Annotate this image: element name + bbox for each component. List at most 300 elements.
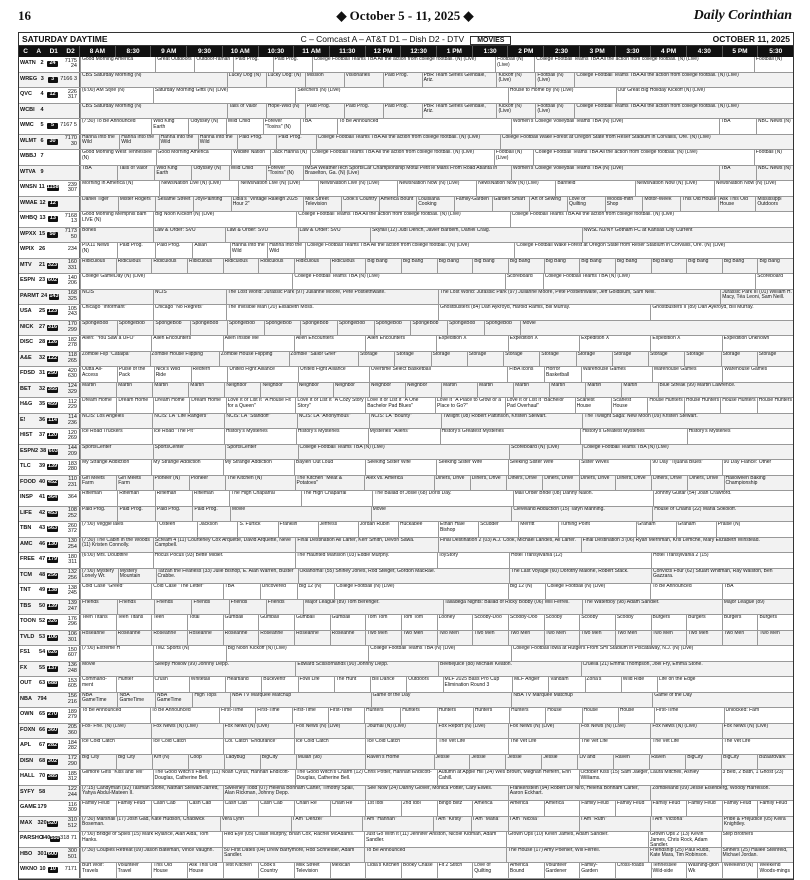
channel-info — [19, 73, 80, 88]
program-cell: Teen — [151, 615, 187, 630]
satellite-numbers: 112 229 — [67, 398, 77, 411]
program-cell: Roseanne — [258, 631, 294, 646]
program-cell: Neighbor — [297, 383, 333, 398]
program-cell: Sweeney Todd (07) Helena Bonham Carter, Timothy Spall, Alan Rickman, Johnny Depp. — [223, 786, 366, 801]
att-number: 30 — [47, 139, 57, 145]
program-lineup — [80, 336, 793, 351]
comcast-number: 3 — [40, 75, 44, 82]
program-cell: Game of the Day — [652, 693, 793, 708]
satellite-numbers: 106 301 — [67, 631, 77, 643]
program-cell: Law & Order: SVU — [153, 228, 226, 243]
program-cell: First-Time — [219, 708, 255, 723]
program-cell: Roseanne — [187, 631, 223, 646]
satellite-numbers: 180 311 — [67, 553, 77, 566]
program-cell: Big Bang — [508, 259, 544, 274]
program-cell: Step Brothers — [721, 832, 794, 847]
program-cell: Gumball — [258, 615, 294, 630]
program-cell: Warehouse Games — [652, 367, 723, 382]
satellite-numbers: 138 245 — [67, 584, 77, 597]
program-cell: Alien: "You Saw a UFO" — [80, 336, 151, 351]
program-cell: NBA TV Marquee Matchup — [230, 693, 371, 708]
time-slot: 1:30 — [472, 46, 508, 57]
program-cell: MLF 2025 Bass Pro Cup Elimination Round 3 — [443, 677, 513, 692]
program-cell: Storage — [539, 352, 575, 367]
program-cell: Big 12 (N) — [508, 584, 545, 599]
comcast-number: 40 — [39, 478, 46, 485]
provider-legend-text: C – Comcast A – AT&T D1 – Dish D2 - DTV — [300, 34, 465, 44]
att-number: 603 — [48, 447, 58, 454]
program-cell: Command-ment — [80, 677, 116, 692]
program-cell: Dream Home — [80, 398, 116, 413]
channel-row — [19, 584, 793, 600]
program-cell: Ridiculous — [294, 259, 330, 274]
program-cell: Fox News (N) (Live) — [722, 724, 793, 739]
program-cell: Woods-mith Shop — [605, 197, 643, 212]
program-cell: Seeking Sister Wife — [436, 460, 507, 475]
program-cell: The Kitchen "Meat & Potatoes" — [295, 476, 365, 491]
program-cell: Martin — [621, 383, 657, 398]
time-slot: 3 PM — [579, 46, 615, 57]
channel-info — [19, 786, 80, 801]
program-cell: Forever "Toxins" (N) — [266, 166, 303, 181]
channel-info — [19, 367, 80, 382]
channel-name: TOON — [20, 618, 36, 625]
program-cell: The Lost World: Jurassic Park (97) Julianne Moore, Pete Postlethwaite, Jeff Goldblum, Sam Neill. — [438, 290, 720, 305]
program-cell: Hocus Pocus (93) Bette Midler. — [153, 553, 295, 568]
program-cell: The Waterboy (98) Adam Sandler. — [582, 600, 722, 615]
program-cell: I Am "Nicola" — [508, 817, 579, 832]
satellite-numbers: 170 299 — [67, 321, 77, 333]
program-cell: Zombie "Sailor Grief" — [289, 352, 359, 367]
program-cell: Jessie — [469, 755, 505, 770]
program-cell: Wild Ride — [621, 677, 657, 692]
program-cell: Roseanne — [294, 631, 330, 646]
channel-row — [19, 708, 793, 724]
program-cell: Big Noon Kickoff (N) (Live) — [153, 212, 296, 227]
channel-row — [19, 414, 793, 430]
program-lineup — [80, 755, 793, 770]
program-lineup — [80, 662, 793, 677]
program-cell: TMZ Sports (N) — [153, 646, 226, 661]
channel-row — [19, 119, 793, 135]
program-cell: TBA — [223, 584, 260, 599]
program-cell: Alien Encounters — [294, 336, 365, 351]
program-cell: My Strange Addiction — [151, 460, 222, 475]
att-number: 326 — [47, 618, 58, 625]
channel-row — [19, 383, 793, 399]
program-cell: Mississippi Outdoors — [755, 197, 793, 212]
program-cell: MLF Angler — [512, 677, 548, 692]
program-cell: SpongeBob — [117, 321, 154, 336]
program-cell: Jurassic Park III (01) William H. Macy, Téa Leoni, Sam Neill. — [720, 290, 793, 305]
program-cell: Gumball — [294, 615, 330, 630]
program-cell: Storage — [576, 352, 612, 367]
att-number: 139 — [47, 602, 58, 609]
program-cell: Scoreboard — [755, 274, 793, 289]
program-cell: Family-Garden — [579, 863, 615, 878]
program-cell: Burgers — [757, 615, 793, 630]
satellite-numbers: 130 254 — [67, 538, 77, 550]
channel-info — [19, 228, 80, 243]
program-cell: Two Men — [544, 631, 580, 646]
program-cell: Cook's Country — [258, 863, 294, 878]
satellite-numbers: 226 317 — [67, 88, 77, 101]
program-cell: Our Great Big Holiday Kickoff (N) (Live) — [616, 88, 794, 103]
program-cell: House Hunters — [684, 398, 720, 413]
program-cell: Love It or List It "A Cozy Story Story" — [295, 398, 365, 413]
program-cell: College Football Teams TBA (N) (Live) — [298, 445, 510, 460]
program-cell: SpongeBob — [227, 321, 264, 336]
program-cell: Two Men — [401, 631, 437, 646]
program-cell: Roseanne — [116, 631, 152, 646]
program-cell: The Ballad of Josie (68) Doris Day. — [372, 491, 512, 506]
program-cell: 50 First Dates (04) Drew Barrymore, Rob Schneider, Adam Sandler. — [222, 848, 364, 863]
program-cell: College Football Teams TBA All the action from college football. (N) (Live) — [534, 57, 754, 72]
satellite-numbers: 420 630 — [67, 367, 77, 380]
program-cell: Kickoff (N) (Live) — [496, 104, 535, 119]
program-cell: Teen Titans — [116, 615, 152, 630]
program-cell: Love It or List It "A One Bachelor Pad Blues" — [365, 398, 435, 413]
program-cell: NCIS: Los Angeles — [80, 414, 152, 429]
program-cell: Dream Home — [116, 398, 152, 413]
program-cell: Washing-gton Wk — [686, 863, 722, 878]
program-cell: NCIS — [80, 290, 153, 305]
program-cell: Odyssey (N) — [191, 166, 228, 181]
program-cell: Expedition X — [650, 336, 721, 351]
program-cell: Tails of Valor — [117, 166, 154, 181]
program-cell: Raven — [649, 755, 685, 770]
channel-info — [19, 414, 80, 429]
satellite-numbers: 7170 30 — [64, 135, 77, 147]
program-cell: I Am "Victoria" — [650, 817, 721, 832]
program-cell: Final Destination 3 (06) Ryan Merriman, Kris Lemche, Mary Elizabeth Winstead. — [581, 538, 793, 553]
program-lineup — [80, 460, 793, 475]
program-cell: Outdoors — [406, 677, 442, 692]
program-cell: Cash Cab — [151, 801, 187, 816]
program-cell: Paid Prog. — [383, 104, 422, 119]
channel-row — [19, 290, 793, 306]
channel-row — [19, 460, 793, 476]
program-cell: SpongeBob — [80, 321, 117, 336]
col-att: A — [36, 48, 42, 55]
program-lineup — [80, 274, 793, 289]
program-cell: Merritt — [518, 522, 558, 537]
time-slot: 5 PM — [722, 46, 758, 57]
program-cell: Zombie House Flipping — [219, 352, 289, 367]
time-slot: 1 PM — [436, 46, 472, 57]
program-cell: Hotel Transylvania 2 (15) — [651, 553, 793, 568]
program-lineup — [80, 305, 793, 320]
comcast-number: 39 — [39, 463, 46, 470]
program-cell: Scudder — [478, 522, 518, 537]
program-cell: Sister Wives — [579, 460, 650, 475]
program-cell: Family Feud — [722, 801, 758, 816]
program-cell: Bones — [80, 228, 153, 243]
satellite-numbers: 310 512 — [67, 817, 77, 829]
program-cell: SpongeBob — [447, 321, 484, 336]
program-cell: Paid Prog. — [117, 243, 154, 258]
channel-info — [19, 336, 80, 351]
comcast-number: 6 — [40, 137, 44, 144]
program-cell: NCIS: LA "Anonymous" — [297, 414, 369, 429]
satellite-numbers: 176 296 — [67, 615, 77, 628]
comcast-number: 5 — [40, 122, 44, 129]
program-cell: SpongeBob — [153, 321, 190, 336]
program-cell: Scream 4 (11) Courteney Cox Arquette, David Arquette, Neve Campbell. — [153, 538, 296, 553]
program-cell: Art of Sewing — [529, 197, 567, 212]
program-lineup — [80, 801, 793, 816]
program-cell: Grown Ups (10) Kevin James, Adam Sandler. — [506, 832, 648, 847]
program-cell: Burgers — [722, 615, 758, 630]
program-cell: Paid Prog. — [192, 507, 229, 522]
program-cell: College Football Teams TBA (N) (Live) — [292, 274, 504, 289]
program-cell: Warehouse Games — [581, 367, 652, 382]
channel-info — [19, 119, 80, 134]
program-cell: Friends — [229, 600, 266, 615]
program-cell: SpongeBob — [190, 321, 227, 336]
program-cell: College Football Teams TBA (N) (Live) — [582, 445, 794, 460]
channel-name: MAX — [20, 819, 33, 826]
time-slot: 11:30 — [329, 46, 365, 57]
program-cell: NCIS: LA "Bounty" — [369, 414, 441, 429]
program-cell: Outta All-Access — [80, 367, 117, 382]
comcast-number: 23 — [39, 277, 46, 284]
program-cell: Diners, Drive — [470, 476, 506, 491]
program-cell: College Football Iowa at Rutgers From SHI Stadium in Piscataway, N.J. (N) (Live) — [511, 646, 793, 661]
program-cell: Love of Quilting — [472, 863, 508, 878]
comcast-number: 13 — [39, 215, 46, 222]
program-cell: The Vet Life — [579, 739, 650, 754]
program-cell: Storage — [358, 352, 394, 367]
program-cell: Redfern — [191, 367, 228, 382]
program-cell: College Football Teams TBA All the action from college football. (N) (Live) — [574, 73, 793, 88]
satellite-numbers: 153 605 — [67, 677, 77, 690]
program-lineup — [80, 584, 793, 599]
channel-row — [19, 73, 793, 89]
channel-row — [19, 212, 793, 228]
program-cell: To Be Announced — [650, 584, 721, 599]
program-cell: House to Home by (N) (Live) — [508, 88, 616, 103]
comcast-number: 47 — [39, 556, 46, 563]
program-cell: Looney — [437, 615, 473, 630]
program-cell: Tarzan the Fearless (33) Julie Bishop, E. Alan Warren, Buster Crabbe. — [156, 569, 298, 584]
satellite-numbers: 7175 24 — [64, 57, 77, 70]
program-cell: First-Time — [654, 708, 724, 723]
time-slot: 9 AM — [150, 46, 186, 57]
comcast-number: 46 — [39, 540, 46, 547]
program-lineup — [80, 491, 793, 506]
program-cell: College Football Teams TBA All the action from college football. (N) (Live) — [312, 57, 496, 72]
program-cell: Roseanne — [80, 631, 116, 646]
program-cell: This Old House — [680, 197, 718, 212]
program-cell: Big Bang — [472, 259, 508, 274]
program-lineup — [80, 476, 793, 491]
channel-name: WKNO — [20, 866, 38, 873]
program-cell: The High Chaparral — [301, 491, 373, 506]
program-cell: Tails of Valor — [227, 104, 266, 119]
att-number: 10 — [48, 867, 58, 873]
program-cell: Diners, Drive — [542, 476, 578, 491]
program-cell: Col. Catch "Endurance" — [223, 739, 294, 754]
att-number: 12 — [48, 201, 58, 207]
channel-info — [19, 166, 80, 181]
comcast-number: 35 — [39, 401, 46, 408]
channel-name: WCBI — [20, 106, 35, 113]
program-cell: NBA TV Marquee Matchup — [511, 693, 652, 708]
satellite-numbers: 182 278 — [67, 336, 77, 349]
program-cell: Big Bang — [615, 259, 651, 274]
channel-name: WNSN — [20, 184, 37, 191]
program-cell: Autumn at Apple Hill (24) Wes Brown, Meghan Heffern, Erin Cahill. — [437, 770, 579, 785]
program-lineup — [80, 135, 793, 150]
channel-name: FX — [20, 664, 28, 671]
program-cell: Red Eye (05) Cillian Murphy, Brian Cox, Rachel McAdams. — [222, 832, 364, 847]
program-cell: Ghostbusters II (89) Dan Aykroyd, Bill Murray. — [650, 305, 793, 320]
program-cell: Ridiculous — [258, 259, 294, 274]
channel-row — [19, 150, 793, 166]
program-cell: Frankenstein (94) Robert De Niro, Helena Bonham Carter, Aaron Eckhart. — [508, 786, 651, 801]
program-lineup — [80, 166, 793, 181]
att-number: 302 — [47, 757, 58, 764]
channel-info — [19, 212, 80, 227]
program-cell: Seeking Sister Wife — [508, 460, 579, 475]
program-cell: Weekend Woods-mings — [757, 863, 793, 878]
program-cell: Lucky Dog (N) — [227, 73, 266, 88]
satellite-numbers: 140 206 — [67, 274, 77, 287]
program-cell: Rifleman — [155, 491, 192, 506]
program-cell: Twilight (08) Robert Pattinson, Kristen Stewart. — [441, 414, 582, 429]
channel-row — [19, 615, 793, 631]
channel-row — [19, 693, 793, 709]
channel-row — [19, 801, 793, 817]
program-cell: Movie — [230, 507, 371, 522]
program-cell: Hope-Wild (N) — [266, 104, 305, 119]
comcast-number: 52 — [39, 618, 46, 625]
program-cell: Pioneer — [189, 476, 225, 491]
program-cell: College Football Wake Forest at Oregon State from Reser Stadium in Corvallis, Ore. (N) (Live) — [500, 135, 793, 150]
channel-info — [19, 646, 80, 661]
program-cell: Cold Case "Greed" — [80, 584, 151, 599]
channel-row — [19, 88, 793, 104]
program-cell: Ridiculous — [187, 259, 223, 274]
program-cell: FIBA Icons — [507, 367, 544, 382]
channel-info — [19, 259, 80, 274]
channel-name: DISC — [20, 339, 34, 346]
program-cell: First-Time — [328, 708, 364, 723]
comcast-number: 794 — [37, 695, 47, 702]
program-cell: History's Mysteries — [687, 429, 793, 444]
program-cell: Expedition X — [436, 336, 507, 351]
channel-info — [19, 863, 80, 878]
satellite-numbers: 136 248 — [67, 662, 77, 674]
channel-row — [19, 321, 793, 337]
program-cell: Asian — [192, 243, 229, 258]
program-cell: NewsNation Now (N) (Live) — [476, 181, 555, 196]
program-cell: Movie — [80, 662, 153, 677]
program-lineup — [80, 398, 793, 413]
satellite-numbers: 7167 5 — [60, 122, 77, 129]
program-cell: United Fight Alliance — [227, 367, 298, 382]
program-cell: Mystery Mountain — [118, 569, 156, 584]
program-cell: Major League (89) Tom Berenger. — [303, 600, 443, 615]
program-cell: S. Furtick — [237, 522, 277, 537]
program-cell: NewsNation Live (N) (Live) — [318, 181, 397, 196]
program-cell: The Vet Life — [436, 739, 507, 754]
comcast-number: 25 — [39, 308, 46, 315]
program-cell: Two Men — [472, 631, 508, 646]
comcast-number: 32 — [39, 354, 46, 361]
channel-info — [19, 848, 80, 863]
comcast-number: 41 — [39, 494, 46, 501]
col-dish: D1 — [49, 48, 58, 55]
program-cell: Louisiana Cooking — [416, 197, 454, 212]
program-cell: Great Outdoors — [155, 57, 194, 72]
program-cell: Cash Cab — [223, 801, 259, 816]
comcast-number: 49 — [39, 587, 46, 594]
channel-name: TLC — [20, 463, 31, 470]
channel-row — [19, 476, 793, 492]
channel-info — [19, 135, 80, 150]
program-cell: Pride & Prejudice (05) Keira Knightley. — [722, 817, 793, 832]
program-cell: Martin — [513, 383, 549, 398]
program-cell: Ghostbusters (84) Dan Aykroyd, Harold Ramis, Bill Murray. — [438, 305, 650, 320]
program-cell: The House (17) Amy Poehler, Will Ferrell. — [506, 848, 648, 863]
satellite-numbers: 108 252 — [67, 507, 77, 519]
program-cell: Johnny Guitar (54) Joan Crawford. — [653, 491, 793, 506]
channel-name: TCM — [20, 571, 32, 578]
program-cell: SpongeBob — [410, 321, 447, 336]
att-number: 688 — [47, 680, 58, 687]
channel-name: FDSD — [20, 370, 35, 377]
program-cell: Ice Road Truckers — [80, 429, 152, 444]
program-cell: Cold Case "The Letter" — [151, 584, 222, 599]
satellite-numbers: 172 290 — [67, 755, 77, 767]
program-cell: I Am "Maria" — [471, 817, 508, 832]
program-lineup — [80, 104, 793, 119]
program-cell: College Football Teams TBA All the action from college football. (N) (Live) — [574, 104, 793, 119]
program-cell: Skyfall (12) Judi Dench, Javier Bardem, Daniel Craig. — [370, 228, 582, 243]
satellite-numbers: 144 209 — [67, 445, 77, 457]
program-cell: Gilmore Girls "Kiss and Tell" — [80, 770, 153, 785]
program-cell: Scoreboard (N) (Live) — [509, 445, 582, 460]
channel-info — [19, 600, 80, 615]
program-cell: Volunteer Gardener — [544, 863, 580, 878]
program-lineup — [80, 414, 793, 429]
program-cell: Storage — [467, 352, 503, 367]
program-cell: Buckventr — [261, 677, 297, 692]
program-cell: Big City — [80, 755, 116, 770]
program-cell: Turning Point — [558, 522, 635, 537]
program-cell: Hanna Into the Wild — [80, 135, 119, 150]
channel-name: BET — [20, 385, 31, 392]
program-cell: Lidia's Kitchen — [365, 863, 401, 878]
channel-name: HALL — [20, 773, 35, 780]
att-number: 452 — [47, 478, 58, 485]
program-cell: Jessie — [541, 755, 577, 770]
program-cell: Raven's Home — [365, 755, 434, 770]
program-cell: The High Chaparral — [229, 491, 301, 506]
program-cell: Big Bang — [401, 259, 437, 274]
att-number: 120 — [47, 432, 58, 439]
program-cell: The Lost World: Jurassic Park (97) Julianne Moore, Pete Postlethwaite. — [226, 290, 438, 305]
program-cell: Love It or List It "A House Fit for a Queen" — [226, 398, 296, 413]
program-cell: Franklin — [278, 522, 318, 537]
program-cell: Family Feud — [579, 801, 615, 816]
program-cell: Two Men — [508, 631, 544, 646]
channel-info — [19, 476, 80, 491]
program-cell: Zona's — [585, 677, 621, 692]
att-number: 360 — [47, 726, 58, 733]
